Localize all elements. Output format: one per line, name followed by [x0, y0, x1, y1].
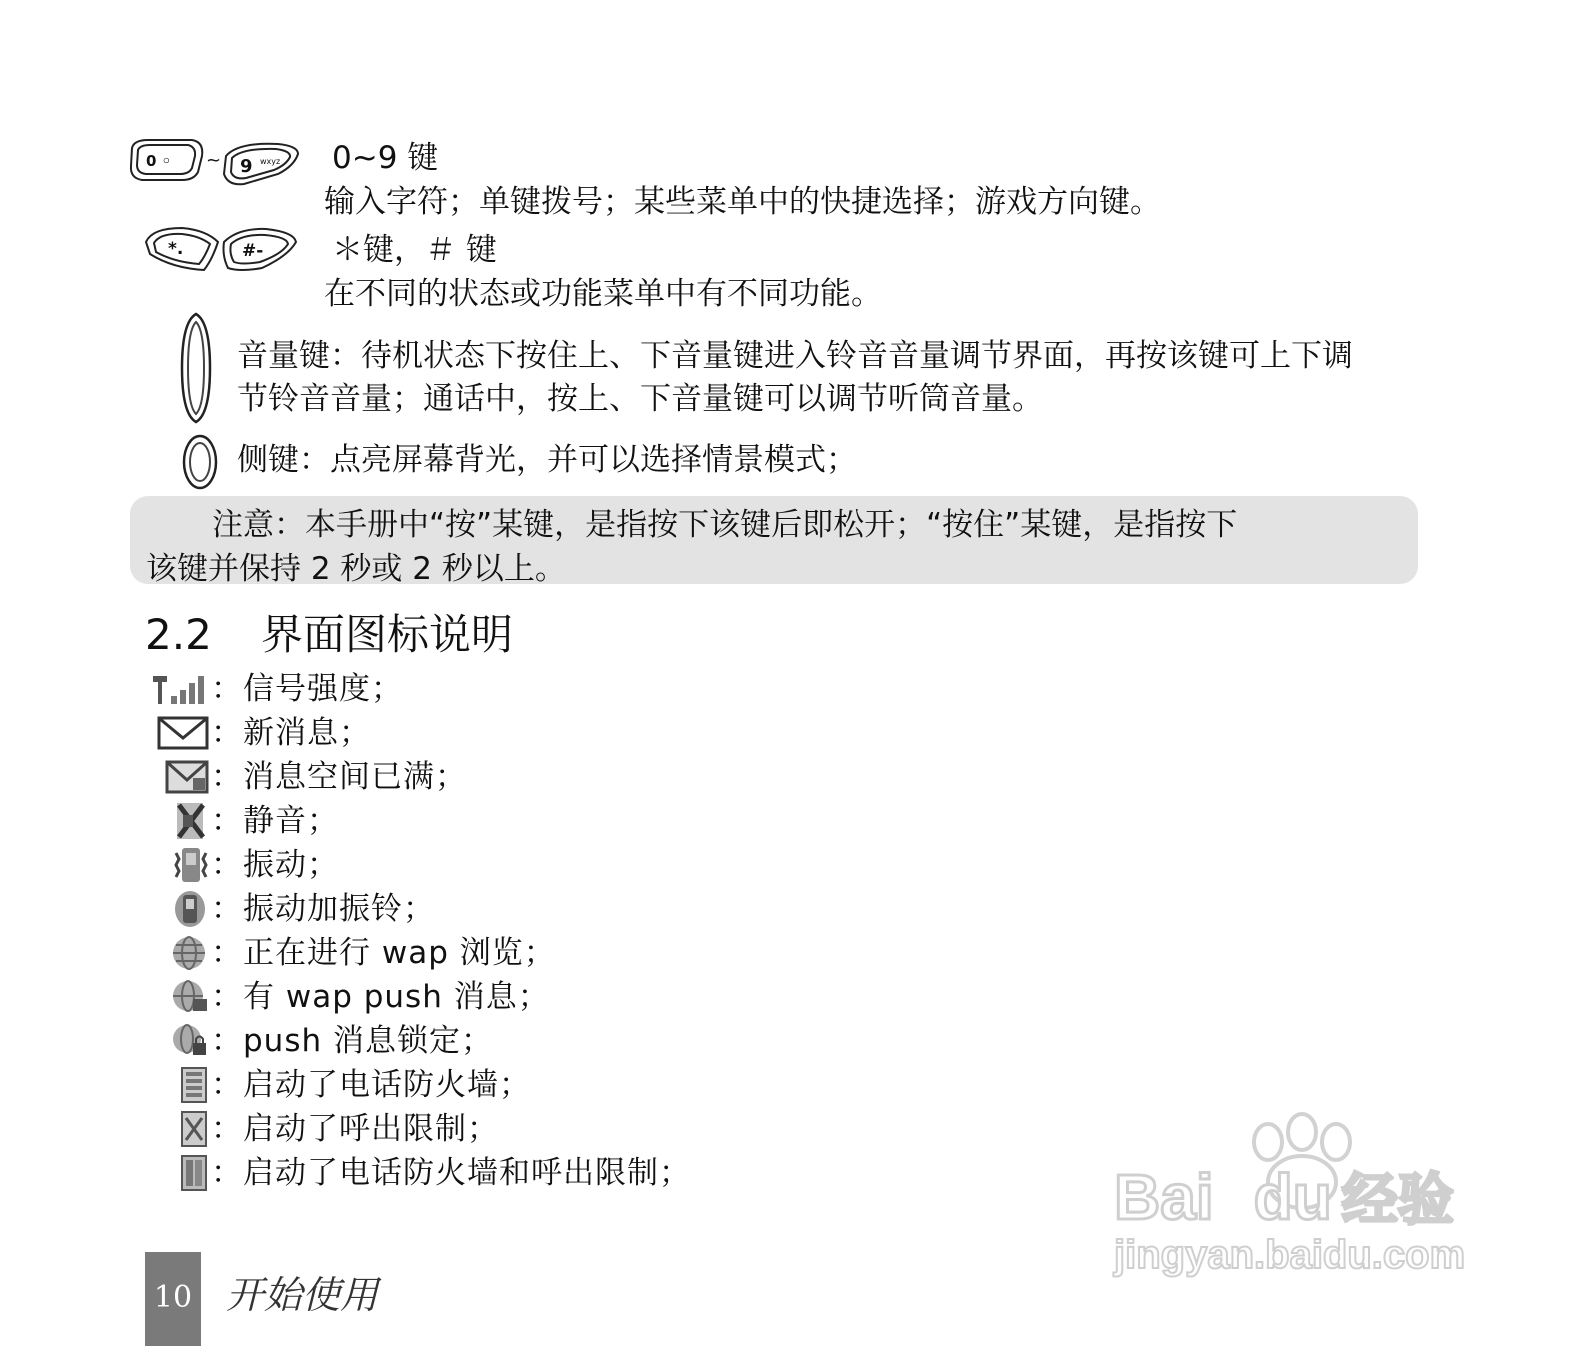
star-hash-keys-title: ＊键，＃ 键 — [332, 232, 497, 268]
key-0-label: 0 ◦ — [146, 152, 172, 170]
icon-label: ：有 wap push 消息； — [211, 979, 550, 1015]
icon-label: ：启动了电话防火墙； — [211, 1067, 531, 1103]
star-hash-keys-description: 在不同的状态或功能菜单中有不同功能。 — [324, 276, 882, 312]
star-key-label: *. — [168, 239, 184, 259]
number-keys-picture — [128, 136, 304, 188]
watermark-brand: Bai — [1114, 1161, 1214, 1233]
list-item — [145, 888, 435, 930]
list-item — [145, 800, 339, 842]
list-item — [145, 712, 371, 754]
star-hash-keys-picture — [142, 224, 302, 276]
page-number: 10 — [153, 1280, 193, 1315]
list-item — [145, 844, 339, 886]
list-item — [145, 1064, 531, 1106]
icon-label: ：消息空间已满； — [211, 759, 467, 795]
tilde-sign: ~ — [206, 150, 222, 171]
vibrate-icon — [145, 845, 209, 885]
icon-label: ：启动了电话防火墙和呼出限制； — [211, 1155, 691, 1191]
volume-key-picture — [178, 312, 214, 424]
chapter-title: 开始使用 — [226, 1273, 379, 1317]
mute-icon — [145, 801, 209, 841]
hash-key-label: #- — [242, 241, 264, 261]
key-9-sub-label: wxyz — [260, 157, 281, 166]
icon-label: ：静音； — [211, 803, 339, 839]
side-key-picture — [180, 432, 220, 492]
list-item — [145, 668, 403, 710]
wap-browsing-icon — [145, 933, 209, 973]
list-item — [145, 756, 467, 798]
icon-label: ：启动了呼出限制； — [211, 1111, 499, 1147]
icon-label: ：push 消息锁定； — [211, 1023, 493, 1059]
section-heading — [145, 608, 513, 662]
list-item — [145, 1020, 493, 1062]
section-title: 界面图标说明 — [261, 610, 514, 659]
icon-label: ：振动； — [211, 847, 339, 883]
volume-key-text-line2: 节铃音音量；通话中，按上、下音量键可以调节听筒音量。 — [237, 381, 1043, 417]
watermark-brand-du: du — [1253, 1161, 1332, 1233]
wap-push-icon — [145, 977, 209, 1017]
key-9-label: 9 — [240, 156, 253, 177]
list-item — [145, 1108, 499, 1150]
number-keys-title: 0~9 键 — [332, 140, 439, 176]
new-message-icon — [145, 713, 209, 753]
note-line2: 该键并保持 2 秒或 2 秒以上。 — [146, 551, 566, 587]
section-number: 2.2 — [145, 610, 212, 659]
message-full-icon — [145, 757, 209, 797]
icon-label: ：振动加振铃； — [211, 891, 435, 927]
firewall-restriction-icon — [145, 1153, 209, 1193]
side-key-text: 侧键：点亮屏幕背光，并可以选择情景模式； — [237, 442, 857, 478]
list-item — [145, 932, 556, 974]
push-locked-icon — [145, 1021, 209, 1061]
list-item — [145, 1152, 691, 1194]
signal-strength-icon — [145, 669, 209, 709]
note-line1: 注意：本手册中“按”某键，是指按下该键后即松开；“按住”某键，是指按下 — [212, 507, 1238, 543]
list-item — [145, 976, 550, 1018]
volume-key-text-line1: 音量键：待机状态下按住上、下音量键进入铃音音量调节界面，再按该键可上下调 — [237, 338, 1353, 374]
call-restriction-icon — [145, 1109, 209, 1149]
vibrate-ring-icon — [145, 889, 209, 929]
icon-label: ：新消息； — [211, 715, 371, 751]
watermark-brand-cn: 经验 — [1341, 1168, 1454, 1231]
watermark-url: jingyan.baidu.com — [1114, 1233, 1466, 1277]
number-keys-description: 输入字符；单键拨号；某些菜单中的快捷选择；游戏方向键。 — [324, 184, 1161, 220]
icon-label: ：信号强度； — [211, 671, 403, 707]
icon-label: ：正在进行 wap 浏览； — [211, 935, 556, 971]
firewall-icon — [145, 1065, 209, 1105]
